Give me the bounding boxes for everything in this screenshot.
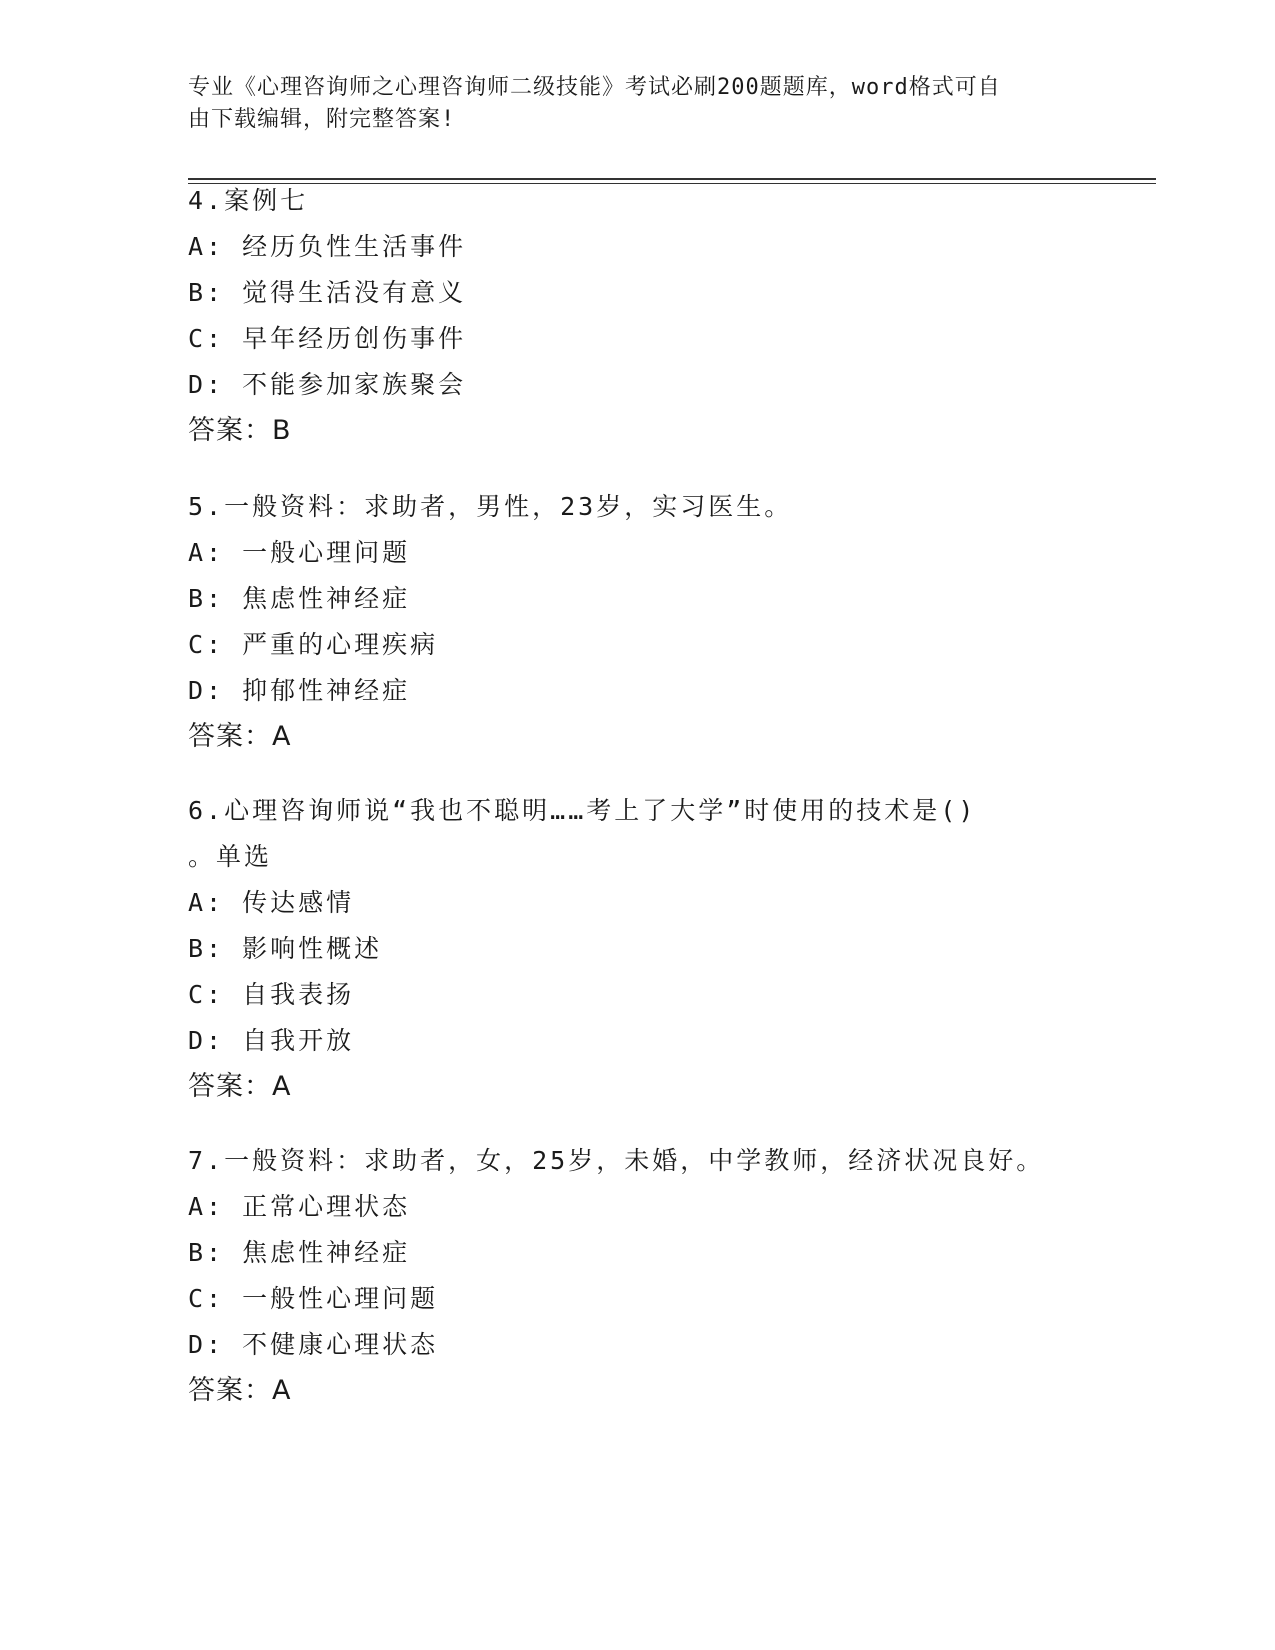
answer-line: 答案：A — [188, 1375, 292, 1406]
option-c: C: 一般性心理问题 — [188, 1284, 439, 1313]
answer-line: 答案：A — [188, 721, 292, 752]
option-d: D: 自我开放 — [188, 1026, 355, 1055]
question-stem: 5.一般资料：求助者，男性，23岁，实习医生。 — [188, 492, 793, 521]
header-line-1: 专业《心理咨询师之心理咨询师二级技能》考试必刷200题题库，word格式可自 — [188, 75, 1001, 100]
answer-line: 答案：B — [188, 415, 292, 446]
option-b: B: 焦虑性神经症 — [188, 1238, 411, 1267]
option-b: B: 觉得生活没有意义 — [188, 278, 467, 307]
option-b: B: 影响性概述 — [188, 934, 383, 963]
option-b: B: 焦虑性神经症 — [188, 584, 411, 613]
answer-line: 答案：A — [188, 1071, 292, 1102]
question-block — [188, 178, 1088, 454]
question-stem: 7.一般资料：求助者，女，25岁，未婚，中学教师，经济状况良好。 — [188, 1146, 1045, 1175]
question-block — [188, 1138, 1088, 1414]
question-block — [188, 484, 1088, 760]
option-a: A: 经历负性生活事件 — [188, 232, 467, 261]
document-header — [188, 72, 1068, 136]
option-a: A: 一般心理问题 — [188, 538, 411, 567]
option-d: D: 抑郁性神经症 — [188, 676, 411, 705]
question-stem-continued: 。单选 — [188, 842, 273, 871]
option-a: A: 正常心理状态 — [188, 1192, 411, 1221]
option-c: C: 早年经历创伤事件 — [188, 324, 467, 353]
question-stem: 4.案例七 — [188, 186, 309, 215]
header-line-2: 由下载编辑，附完整答案! — [188, 107, 456, 132]
question-stem: 6.心理咨询师说“我也不聪明……考上了大学”时使用的技术是() — [188, 796, 977, 825]
option-d: D: 不健康心理状态 — [188, 1330, 439, 1359]
option-c: C: 严重的心理疾病 — [188, 630, 439, 659]
option-a: A: 传达感情 — [188, 888, 355, 917]
option-c: C: 自我表扬 — [188, 980, 355, 1009]
option-d: D: 不能参加家族聚会 — [188, 370, 467, 399]
question-block — [188, 788, 1088, 1110]
